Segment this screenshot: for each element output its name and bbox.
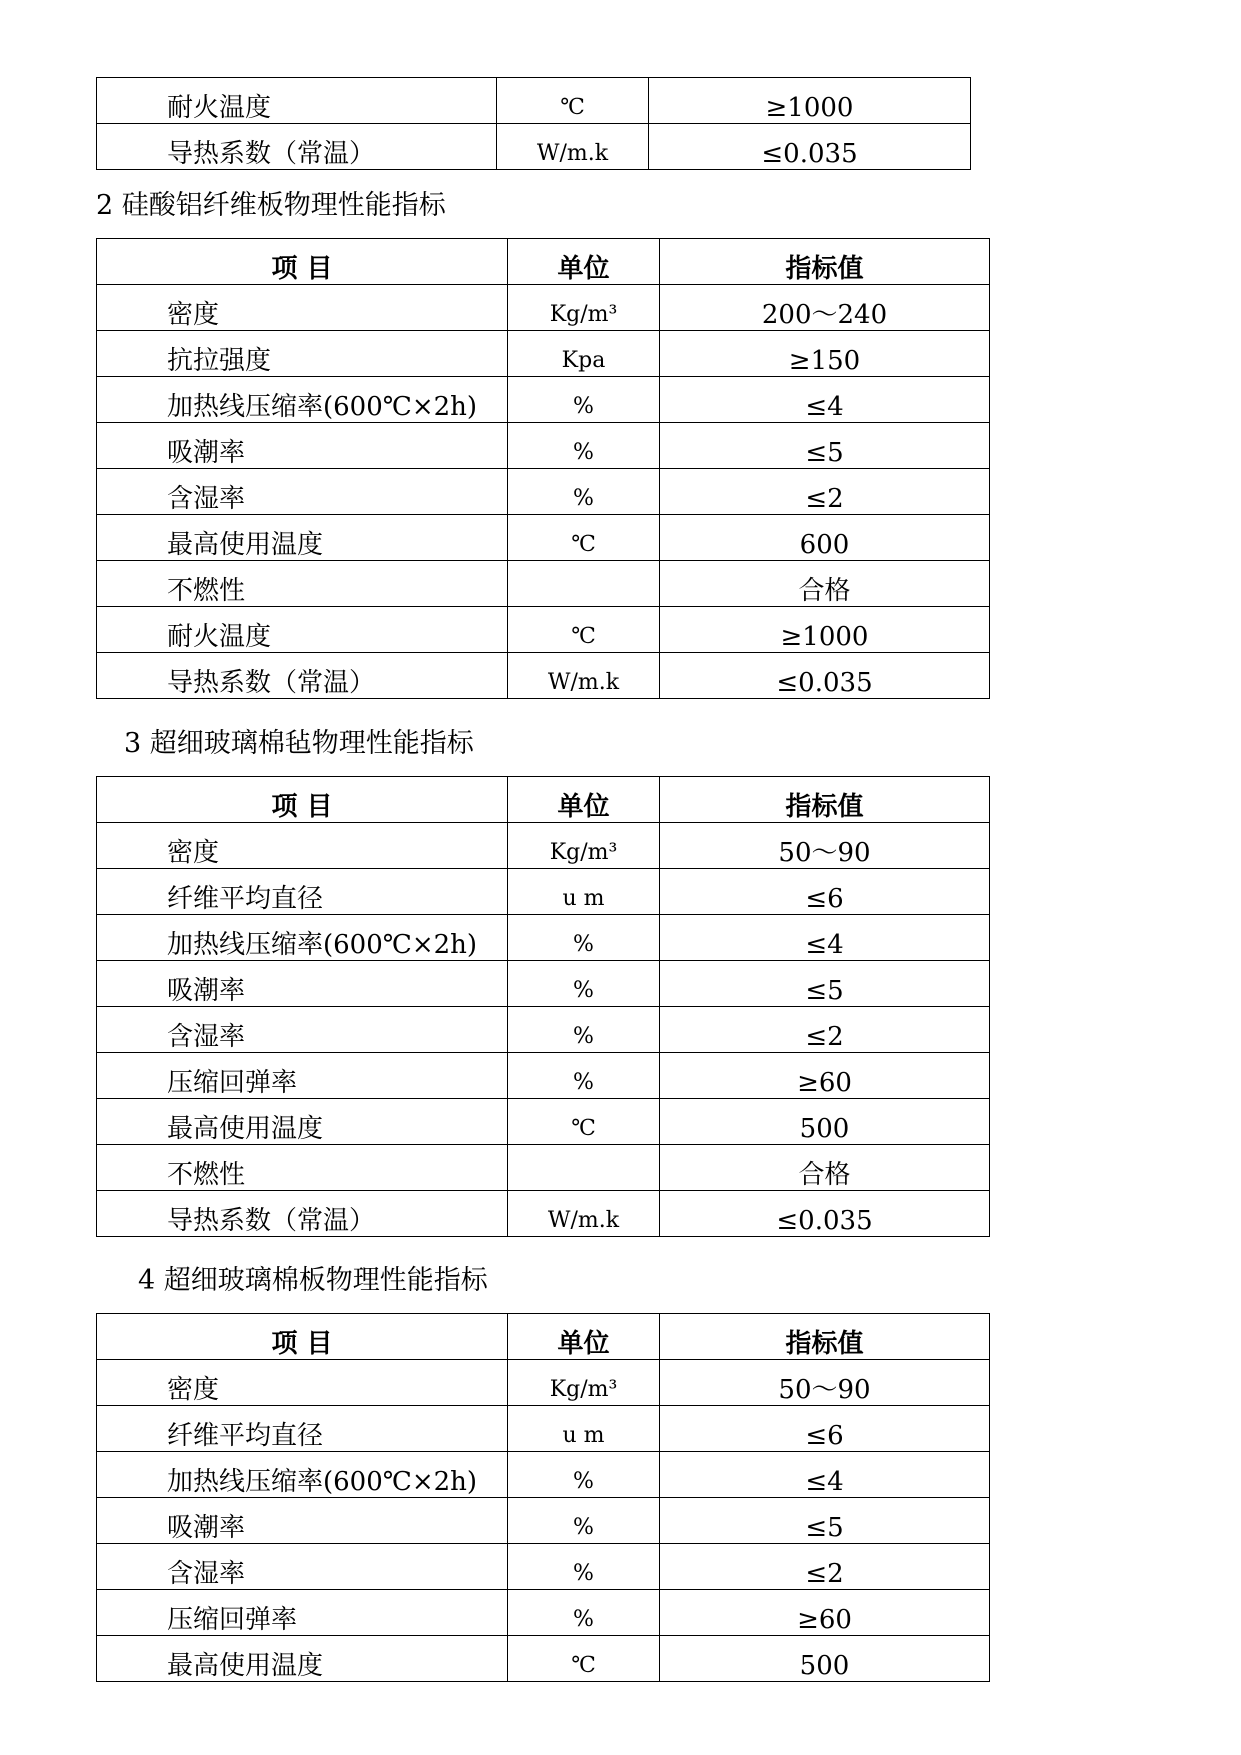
row-unit: ℃	[508, 515, 660, 561]
row-unit: %	[508, 423, 660, 469]
row-unit: ℃	[497, 78, 649, 124]
header-item: 项 目	[97, 777, 508, 823]
header-item: 项 目	[97, 1314, 508, 1360]
row-value: ≤5	[660, 423, 990, 469]
row-item: 压缩回弹率	[97, 1053, 508, 1099]
row-item: 纤维平均直径	[97, 1406, 508, 1452]
row-unit: u m	[508, 869, 660, 915]
section-title-glass-wool-felt: 3 超细玻璃棉毡物理性能指标	[124, 728, 474, 759]
row-unit: %	[508, 469, 660, 515]
row-unit: ℃	[508, 1099, 660, 1145]
header-value: 指标值	[660, 777, 990, 823]
table-row	[97, 561, 990, 607]
table-header-row	[97, 777, 990, 823]
row-item: 密度	[97, 285, 508, 331]
table-row	[97, 515, 990, 561]
row-value: ≤0.035	[649, 124, 971, 170]
row-value: ≤4	[660, 915, 990, 961]
table-row	[97, 331, 990, 377]
row-unit: W/m.k	[508, 1191, 660, 1237]
table-row	[97, 1360, 990, 1406]
table-row	[97, 1498, 990, 1544]
spec-table-aluminum-silicate-board	[96, 238, 990, 699]
row-value: 50～90	[660, 1360, 990, 1406]
section-title-aluminum-silicate-board: 2 硅酸铝纤维板物理性能指标	[96, 190, 446, 221]
row-unit: u m	[508, 1406, 660, 1452]
row-item: 加热线压缩率(600℃×2h)	[97, 377, 508, 423]
row-unit: %	[508, 1007, 660, 1053]
row-value: ≤4	[660, 377, 990, 423]
row-unit: %	[508, 1590, 660, 1636]
row-value: ≤5	[660, 1498, 990, 1544]
table-row	[97, 1590, 990, 1636]
row-item: 耐火温度	[97, 607, 508, 653]
row-value: ≤4	[660, 1452, 990, 1498]
row-unit: %	[508, 961, 660, 1007]
row-value: ≤0.035	[660, 1191, 990, 1237]
row-item: 耐火温度	[97, 78, 497, 124]
table-row	[97, 607, 990, 653]
row-value: ≤2	[660, 1544, 990, 1590]
row-unit: %	[508, 1498, 660, 1544]
table-row	[97, 1544, 990, 1590]
row-item: 抗拉强度	[97, 331, 508, 377]
row-unit	[508, 561, 660, 607]
spec-table-glass-wool-board	[96, 1313, 990, 1682]
row-value: 600	[660, 515, 990, 561]
table-row	[97, 124, 971, 170]
table-row	[97, 1007, 990, 1053]
row-item: 含湿率	[97, 1544, 508, 1590]
table-row	[97, 1452, 990, 1498]
row-item: 导热系数（常温）	[97, 124, 497, 170]
row-value: ≥1000	[660, 607, 990, 653]
table-row	[97, 1099, 990, 1145]
row-item: 不燃性	[97, 561, 508, 607]
row-item: 加热线压缩率(600℃×2h)	[97, 1452, 508, 1498]
row-unit: Kpa	[508, 331, 660, 377]
header-unit: 单位	[508, 239, 660, 285]
row-unit: %	[508, 377, 660, 423]
row-unit: W/m.k	[497, 124, 649, 170]
row-unit: %	[508, 1053, 660, 1099]
row-unit: Kg/m³	[508, 823, 660, 869]
header-unit: 单位	[508, 1314, 660, 1360]
row-item: 不燃性	[97, 1145, 508, 1191]
table-row	[97, 653, 990, 699]
row-unit: Kg/m³	[508, 1360, 660, 1406]
row-item: 含湿率	[97, 1007, 508, 1053]
row-item: 吸潮率	[97, 423, 508, 469]
row-value: 50～90	[660, 823, 990, 869]
row-item: 导热系数（常温）	[97, 1191, 508, 1237]
table-row	[97, 285, 990, 331]
row-unit	[508, 1145, 660, 1191]
table-row	[97, 377, 990, 423]
section-title-glass-wool-board: 4 超细玻璃棉板物理性能指标	[138, 1265, 488, 1296]
row-value: 200～240	[660, 285, 990, 331]
row-unit: %	[508, 1544, 660, 1590]
header-unit: 单位	[508, 777, 660, 823]
row-item: 含湿率	[97, 469, 508, 515]
table-row	[97, 1145, 990, 1191]
table-row	[97, 1191, 990, 1237]
row-item: 吸潮率	[97, 1498, 508, 1544]
table-row	[97, 1636, 990, 1682]
row-value: ≥1000	[649, 78, 971, 124]
row-unit: ℃	[508, 1636, 660, 1682]
spec-table-glass-wool-felt	[96, 776, 990, 1237]
table-row	[97, 469, 990, 515]
row-item: 最高使用温度	[97, 1099, 508, 1145]
table-header-row	[97, 1314, 990, 1360]
row-unit: %	[508, 1452, 660, 1498]
table-row	[97, 823, 990, 869]
table-row	[97, 915, 990, 961]
table-row	[97, 961, 990, 1007]
header-item: 项 目	[97, 239, 508, 285]
row-item: 吸潮率	[97, 961, 508, 1007]
row-unit: Kg/m³	[508, 285, 660, 331]
row-value: ≥60	[660, 1053, 990, 1099]
spec-table-continued	[96, 77, 971, 170]
row-value: ≤5	[660, 961, 990, 1007]
row-item: 密度	[97, 823, 508, 869]
table-row	[97, 423, 990, 469]
table-row	[97, 869, 990, 915]
row-value: 合格	[660, 1145, 990, 1191]
header-value: 指标值	[660, 239, 990, 285]
row-item: 最高使用温度	[97, 515, 508, 561]
row-value: ≥150	[660, 331, 990, 377]
row-item: 加热线压缩率(600℃×2h)	[97, 915, 508, 961]
row-value: 合格	[660, 561, 990, 607]
row-value: ≤2	[660, 469, 990, 515]
row-unit: %	[508, 915, 660, 961]
row-item: 密度	[97, 1360, 508, 1406]
table-row	[97, 78, 971, 124]
row-unit: ℃	[508, 607, 660, 653]
row-item: 最高使用温度	[97, 1636, 508, 1682]
header-value: 指标值	[660, 1314, 990, 1360]
row-value: ≤2	[660, 1007, 990, 1053]
row-value: 500	[660, 1636, 990, 1682]
row-value: ≤0.035	[660, 653, 990, 699]
table-header-row	[97, 239, 990, 285]
row-value: ≥60	[660, 1590, 990, 1636]
table-row	[97, 1053, 990, 1099]
row-value: ≤6	[660, 1406, 990, 1452]
row-item: 导热系数（常温）	[97, 653, 508, 699]
row-unit: W/m.k	[508, 653, 660, 699]
row-item: 压缩回弹率	[97, 1590, 508, 1636]
table-row	[97, 1406, 990, 1452]
row-item: 纤维平均直径	[97, 869, 508, 915]
row-value: ≤6	[660, 869, 990, 915]
row-value: 500	[660, 1099, 990, 1145]
